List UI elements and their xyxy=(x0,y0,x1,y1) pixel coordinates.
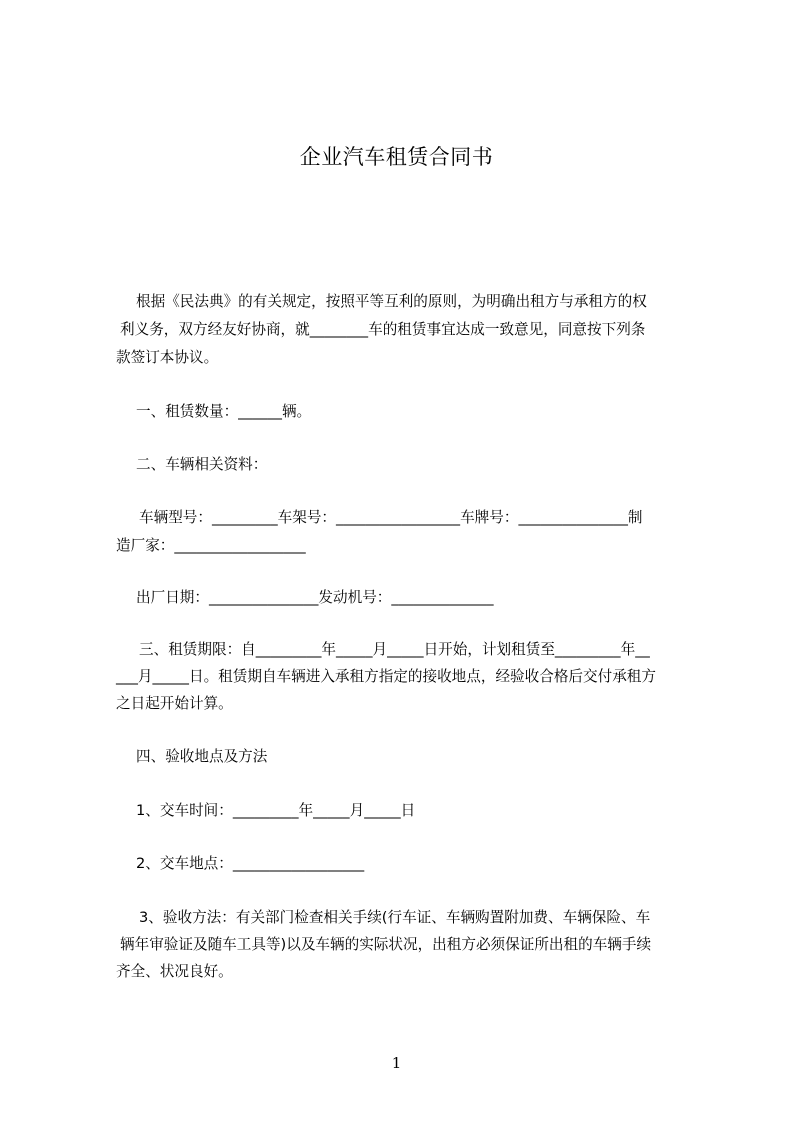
section-2-heading: 二、车辆相关资料： xyxy=(136,456,268,473)
section-3-line-1: 三、租赁期限：自_________年_____月_____日开始，计划租赁至_________年__ xyxy=(139,641,650,658)
section-3-line-2: ___月_____日。租赁期自车辆进入承租方指定的接收地点，经验收合格后交付承租方 xyxy=(116,668,656,685)
page-number: 1 xyxy=(391,1054,402,1072)
section-4-item-2: 2、交车地点：__________________ xyxy=(136,855,365,872)
vehicle-line-1: 车辆型号：_________车架号：_________________车牌号：_______________制 xyxy=(139,509,643,526)
section-4-heading: 四、验收地点及方法 xyxy=(136,748,268,765)
vehicle-line-2: 造厂家：__________________ xyxy=(116,537,306,554)
section-1: 一、租赁数量：______辆。 xyxy=(136,403,312,420)
preamble-line-1: 根据《民法典》的有关规定，按照平等互利的原则，为明确出租方与承租方的权 xyxy=(136,293,647,310)
section-4-item-3-line-2: 辆年审验证及随车工具等)以及车辆的实际状况，出租方必须保证所出租的车辆手续 xyxy=(120,936,652,953)
vehicle-line-3: 出厂日期：_______________发动机号：______________ xyxy=(136,589,494,606)
section-4-item-1: 1、交车时间：_________年_____月_____日 xyxy=(136,802,416,819)
document-title: 企业汽车租赁合同书 xyxy=(299,145,494,169)
section-3-line-3: 之日起开始计算。 xyxy=(116,695,233,712)
preamble-line-3: 款签订本协议。 xyxy=(116,349,219,366)
preamble-line-2: 利义务，双方经友好协商，就________车的租赁事宜达成一致意见，同意按下列条 xyxy=(120,321,646,338)
section-4-item-3-line-1: 3、验收方法：有关部门检查相关手续(行车证、车辆购置附加费、车辆保险、车 xyxy=(139,909,651,926)
section-4-item-3-line-3: 齐全、状况良好。 xyxy=(116,963,233,980)
